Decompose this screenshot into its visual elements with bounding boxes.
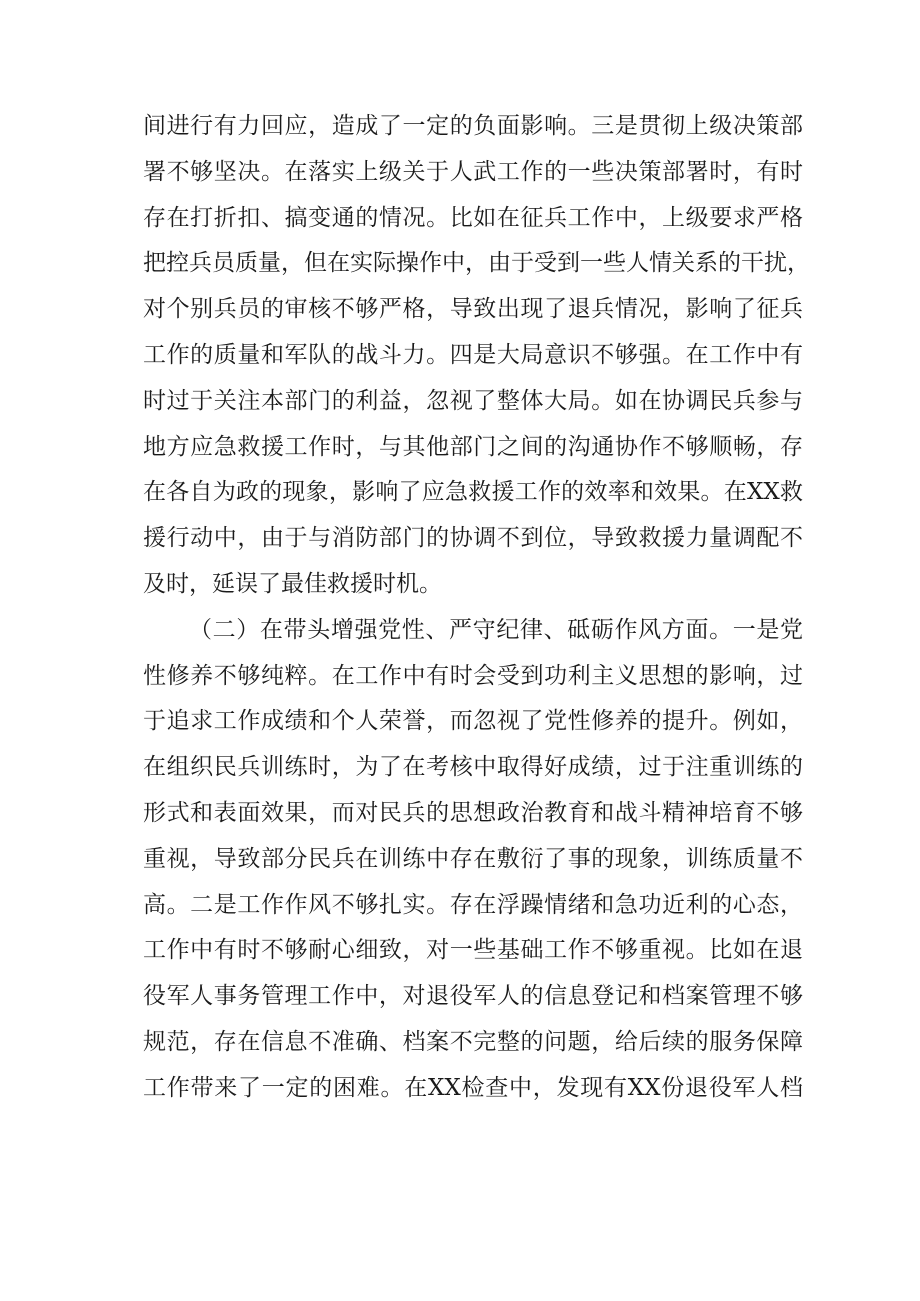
text-line: 役军人事务管理工作中，对退役军人的信息登记和档案管理不够 [143, 983, 803, 1010]
text-line: 存在打折扣、搞变通的情况。比如在征兵工作中，上级要求严格 [143, 204, 803, 231]
text-line: 在组织民兵训练时，为了在考核中取得好成绩，过于注重训练的 [143, 754, 803, 781]
text-line: 地方应急救援工作时，与其他部门之间的沟通协作不够顺畅，存 [143, 433, 803, 460]
text-line: 形式和表面效果，而对民兵的思想政治教育和战斗精神培育不够 [143, 799, 803, 826]
paragraph-heading-line: （二）在带头增强党性、严守纪律、砥砺作风方面。一是党 [189, 616, 803, 643]
body-text [143, 104, 810, 1112]
text-line: 规范，存在信息不准确、档案不完整的问题，给后续的服务保障 [143, 1028, 803, 1055]
text-line: 间进行有力回应，造成了一定的负面影响。三是贯彻上级决策部 [143, 113, 803, 139]
text-line: 援行动中，由于与消防部门的协调不到位，导致救援力量调配不 [143, 525, 803, 552]
text-line: 把控兵员质量，但在实际操作中，由于受到一些人情关系的干扰， [143, 250, 810, 277]
text-line: 对个别兵员的审核不够严格，导致出现了退兵情况，影响了征兵 [143, 296, 803, 323]
text-line: 工作的质量和军队的战斗力。四是大局意识不够强。在工作中有 [143, 341, 803, 368]
text-line: 重视，导致部分民兵在训练中存在敷衍了事的现象，训练质量不 [143, 845, 803, 872]
text-line: 工作中有时不够耐心细致，对一些基础工作不够重视。比如在退 [143, 937, 803, 964]
text-line: 时过于关注本部门的利益，忽视了整体大局。如在协调民兵参与 [143, 387, 803, 414]
text-line: 性修养不够纯粹。在工作中有时会受到功利主义思想的影响，过 [143, 662, 803, 689]
text-line: 工作带来了一定的困难。在XX检查中，发现有XX份退役军人档 [143, 1074, 803, 1101]
text-line: 在各自为政的现象，影响了应急救援工作的效率和效果。在XX救 [143, 479, 803, 506]
text-line: 署不够坚决。在落实上级关于人武工作的一些决策部署时，有时 [143, 158, 803, 185]
text-line: 于追求工作成绩和个人荣誉，而忽视了党性修养的提升。例如， [143, 708, 803, 735]
text-line: 高。二是工作作风不够扎实。存在浮躁情绪和急功近利的心态， [143, 891, 803, 918]
paragraph-end-line: 及时，延误了最佳救援时机。 [143, 570, 442, 597]
